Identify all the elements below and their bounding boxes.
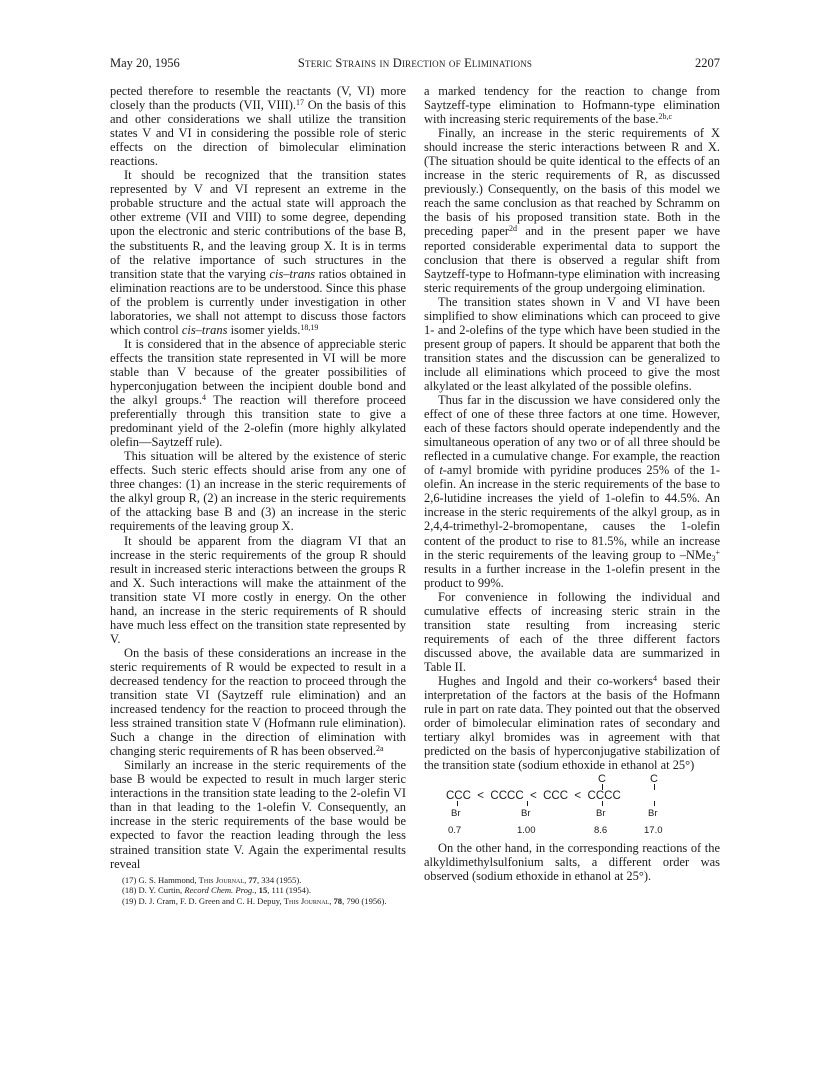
paragraph: It is considered that in the absence of appreciable steric effects the transition state represented in VI will be more stable than V because of the greater possibilities of hyperconjugation between the incipient double bond and the alkyl groups.$^4$ The reaction will therefore proceed preferentially through this transition state to give a predominant yield of the 2-olefin (more highly alkylated olefin—Saytzeff rule). bbox=[110, 336, 406, 450]
methyl-branch-2: C bbox=[650, 773, 658, 786]
issue-date: May 20, 1956 bbox=[110, 56, 180, 70]
left-column bbox=[110, 84, 406, 907]
paragraph: On the other hand, in the corresponding reactions of the alkyldimethylsulfonium salts, a different order was observed (sodium ethoxide in ethanol at 25°). bbox=[424, 841, 720, 884]
bromine-label: Br bbox=[521, 808, 531, 820]
relative-rates bbox=[424, 824, 720, 837]
bromine-label: Br bbox=[648, 808, 658, 820]
footnote-18: (18) D. Y. Curtin, Record Chem. Prog., 15, 111 (1954). bbox=[122, 885, 311, 896]
bromide-structures bbox=[424, 772, 720, 824]
br-bond-4 bbox=[654, 801, 655, 806]
paragraph: Thus far in the discussion we have considered only the effect of one of these three factors at one time. However, each of these factors should operate independently and the simultaneous operation of any two or of all three should be reflected in a cumulative change. For example, the reaction of t-amyl bromide with pyridine produces 25% of the 1-olefin. An increase in the steric requirements of the base to 2,6-lutidine increases the yield of 1-olefin to 44.5%. An increase in the steric requirements of the alkyl group, as in 2,4,4-trimethyl-2-bromopentane, causes the 1-olefin content of the product to rise to 81.5%, while an increase in the steric requirements of the leaving group to –NMe$_3$+ results in a further increase in the 1-olefin present in the product to 99%. bbox=[424, 393, 720, 590]
rate-value: 8.6 bbox=[594, 825, 608, 837]
paragraph: Hughes and Ingold and their co-workers$^4$ based their interpretation of the factors at the basis of the Hofmann rule in part on rate data. They pointed out that the observed order of bimolecular elimination rates of secondary and tertiary alkyl bromides was in agreement with that predicted on the basis of hyperconjugative stabilization of the transition state (sodium ethoxide in ethanol at 25°) bbox=[424, 673, 720, 773]
paragraph: The transition states shown in V and VI have been simplified to show eliminations which can proceed to give 1- and 2-olefins of the type which have been studied in the present group of papers. It should be apparent that both the transition states and the discussion can be generalized to include all eliminations which proceed to give the most alkylated or the least alkylated of the possible olefins. bbox=[424, 294, 720, 393]
br-bond-3 bbox=[602, 801, 603, 806]
footnote-17: (17) G. S. Hammond, This Journal, 77, 334 (1955). bbox=[122, 874, 302, 885]
bromide-series: CCC < CCCC < CCC < CCCC bbox=[446, 790, 621, 803]
paragraph: a marked tendency for the reaction to change from Saytzeff-type elimination to Hofmann-type elimination with increasing steric requirements of the base.$^{2b,c}$ bbox=[424, 84, 720, 127]
rate-value: 17.0 bbox=[644, 825, 663, 837]
methyl-branch-1: C bbox=[598, 773, 606, 786]
rate-value: 1.00 bbox=[517, 825, 536, 837]
paragraph: For convenience in following the individual and cumulative effects of increasing steric strain in the transition state resulting from increasing steric requirements of each of the three different factors discussed above, the available data are summarized in Table II. bbox=[424, 589, 720, 674]
page-header bbox=[110, 56, 720, 72]
paragraph: Similarly an increase in the steric requirements of the base B would be expected to result in much larger steric interactions in the transition state leading to the 2-olefin VI than in that leading to the 1-olefin V. Consequently, an increase in the steric requirements of the base would be expected to favor the reaction leading through the less strained transition state V. Again the experimental results reveal bbox=[110, 758, 406, 871]
paragraph: It should be recognized that the transition states represented by V and VI represent an extreme in the probable structure and the actual state will approach the other extreme (VII and VIII) to some degree, depending upon the electronic and steric contributions of the base B, the substituents R, and the leaving group X. It is in terms of the relative importance of such structures in the transition state that the varying cis–trans ratios obtained in elimination reactions are to be understood. Since this phase of the problem is currently under investigation in other laboratories, we shall not attempt to discuss those factors which control cis–trans isomer yields.$^{18,19}$ bbox=[110, 168, 406, 337]
right-column bbox=[424, 84, 720, 883]
paragraph: Finally, an increase in the steric requirements of X should increase the steric interactions between R and X. (The situation should be quite identical to the effects of an increase in the steric requirements of R, as discussed previously.) Consequently, on the basis of this model we reach the same conclusion as that reached by Schramm on the basis of his proposed transition state. Both in the preceding paper$^{2d}$ and in the present paper we have reported considerable experimental data to support the conclusion that there is observed a regular shift from Saytzeff-type to Hofmann-type elimination with increasing steric requirements of the group undergoing elimination. bbox=[424, 126, 720, 295]
branch-bond-2 bbox=[654, 784, 655, 790]
paragraph: On the basis of these considerations an increase in the steric requirements of R would be expected to result in a decreased tendency for the reaction to proceed through the transition state VI (Saytzeff rule elimination) and an increased tendency for the reaction to proceed through the less strained transition state V (Hofmann rule elimination). Such a change in the direction of elimination with changing steric requirements of R has been observed.$^{2a}$ bbox=[110, 645, 406, 759]
paragraph: This situation will be altered by the existence of steric effects. Such steric effects should arise from any one of three changes: (1) an increase in the steric requirements of the alkyl group R, (2) an increase in the steric requirements of the attacking base B and (3) an increase in the steric requirements of the leaving group X. bbox=[110, 449, 406, 534]
footnote-19: (19) D. J. Cram, F. D. Green and C. H. Depuy, This Journal, 78, 790 (1956). bbox=[122, 896, 387, 907]
rate-value: 0.7 bbox=[448, 825, 462, 837]
bromine-label: Br bbox=[451, 808, 461, 820]
br-bond-2 bbox=[527, 801, 528, 806]
page-number: 2207 bbox=[695, 56, 720, 70]
br-bond-1 bbox=[457, 801, 458, 806]
footnotes bbox=[110, 875, 406, 907]
running-title: Steric Strains in Direction of Eliminations bbox=[297, 56, 533, 70]
paragraph: It should be apparent from the diagram VI that an increase in the steric requirements of the group R should result in increased steric interactions between the groups R and X. Such interactions will make the attainment of the transition state VI more costly in energy. On the other hand, an increase in the steric requirements of R should have much less effect on the transition state represented by V. bbox=[110, 533, 406, 646]
paragraph: pected therefore to resemble the reactants (V, VI) more closely than the products (VII, VIII).$^{17}$ On the basis of this and other considerations we shall utilize the transition states V and VI in considering the possible role of steric effects on the direction of bimolecular elimination reactions. bbox=[110, 84, 406, 169]
bromine-label: Br bbox=[596, 808, 606, 820]
